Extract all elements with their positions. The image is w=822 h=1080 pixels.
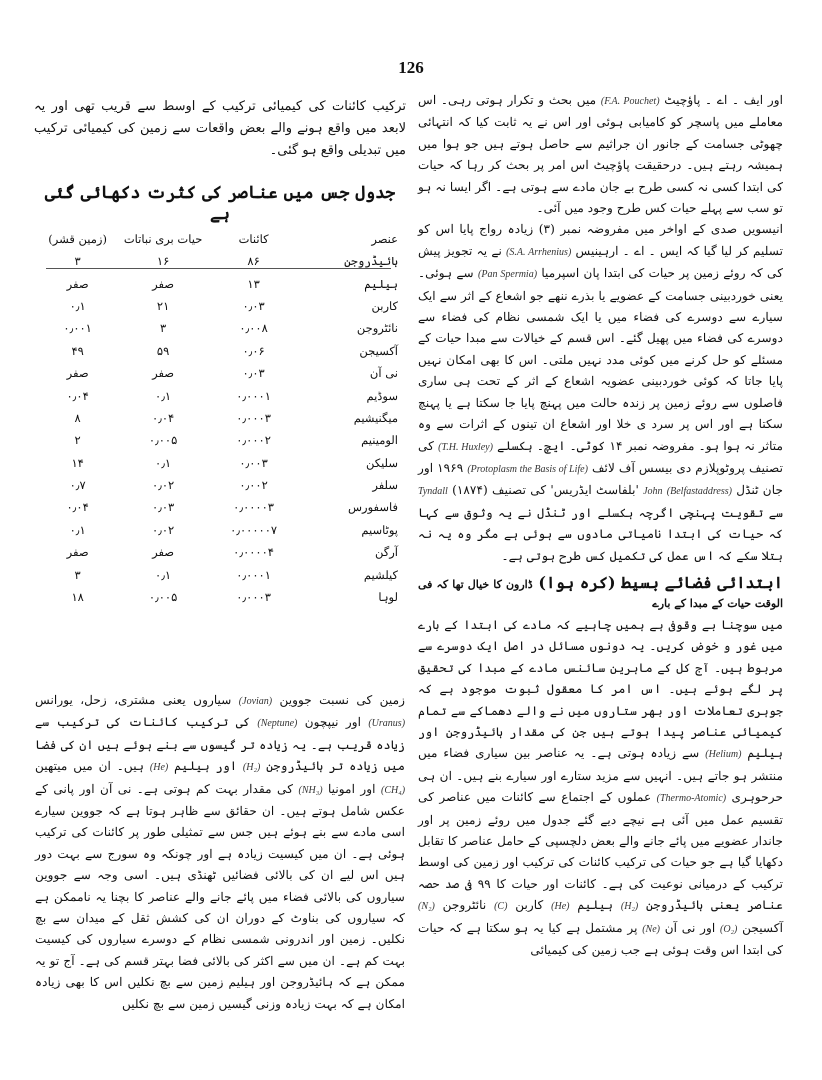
table-row [40,496,400,518]
paragraph: میں سوچنا بے وقوفی ہے ہمیں چاہیے کہ مادے کی ابتدا کے بارے میں غور و خوض کریں۔ یہ دونوں مسائل در اصل ایک دوسرے سے مربوط ہیں۔ آج کل کے ماہرین سائنس مادے کے مبدا کی تحقیق پر لگے ہوئے ہیں۔ اس امر کا معقول ثبوت موجود ہے کہ جوہری تعاملات اور بھر ستاروں میں نے والے دھماکے سے تمام کیمیائی عناصر پیدا ہوتے ہیں جن کی مقدار ہائیڈروجن اور ہیلیم (Helium) سے زیادہ ہوتی ہے۔ یہ عناصر بین سیاری فضاء میں منتشر ہو جاتے ہیں۔ انہیں سے مزید ستارے اور سیارے بنے ہیں۔ ان ہی حرحوہری (Thermo-Atomic) عملوں کے اجتماع سے کائنات میں عناصر کی تقسیم عمل میں آئی ہے نیچے دیے گئے جدول میں روئے زمین پر اور جاندار عضویے میں پائے جانے والے بعض دلچسپی کے حامل عناصر کا تقابل دکھایا گیا ہے جو حیات کی ترکیب کائنات کی ترکیب اور زمین کی اوسط ترکیب کے درمیانی نوعیت کی ہے۔ کائنات اور حیات کا ۹۹ فی صد حصہ عناصر یعنی ہائیڈروجن (H₂) ہیلیم (He) کاربن (C) نائٹروجن (N₂) آکسیجن (O₂) اور نی آن (Ne) پر مشتمل ہے کیا یہ ہو سکتا ہے کہ حیات کی ابتدا اس وقت ہوئی ہے جب زمین کی کیمیائی [418,617,784,958]
table-row [40,317,400,339]
row-universe: ۰٫۰۰۰۰۰۷ [230,522,278,537]
row-universe: ۸۶ [247,254,260,269]
row-universe: ۰٫۰۰۰۳ [236,590,271,605]
row-earth: ۳ [74,567,81,582]
row-element: لوہا [378,590,398,605]
row-life: صفر [152,366,175,381]
row-element: سلفر [372,478,398,493]
row-earth: ۰٫۰۰۱ [63,321,92,336]
table-row [40,563,400,585]
row-life: ۰٫۰۳ [151,500,175,515]
table-row [40,272,400,294]
row-element: ہائیڈروجن [344,254,398,269]
page-number: 126 [398,58,424,77]
table-row [40,250,400,272]
section-heading: ابتدائی فضائے بسیط (کرہ ہوا) ڈارون کا خیال تھا کہ فی الوقت حیات کے مبدا کے بارے [418,572,784,610]
row-life: ۰٫۰۲ [151,478,175,493]
table-row [40,586,400,608]
row-universe: ۰٫۰۰۰۰۴ [233,545,274,560]
row-element: آرگن [375,545,398,560]
table-row [40,407,400,429]
row-universe: ۰٫۰۳ [242,366,265,381]
row-universe: ۰٫۰۰۲ [239,478,268,493]
row-universe: ۰٫۰۰۳ [239,455,268,470]
row-universe: ۰٫۰۶ [242,343,265,358]
header-universe: کائنات [238,232,269,246]
paragraph: زمین کی نسبت جووین (Jovian) سیاروں یعنی مشتری، زحل، یورانس (Uranus) اور نیپچون (Neptune) کی ترکیب کائنات کی ترکیب سے زیادہ قریب ہے۔ یہ زیادہ تر گیسوں سے بنے ہوئے ہیں ان کی فضا میں زیادہ تر ہائیڈروجن (H₂) اور ہیلیم (He) ہیں۔ ان میں میتھین (CH₄) اور امونیا (NH₃) کی مقدار بہت کم ہوتی ہے۔ نی آن اور پانی کے عکس شامل ہوتے ہیں۔ ان حقائق سے ظاہر ہوتا ہے کہ جووین سیارے اسی مادے سے بنے ہوئے ہیں جس سے تمثیلی طور پر کائنات کی ترکیب ہوئی ہے۔ ان میں کیسیت زیادہ ہے اور چونکہ وہ سورج سے بہت دور ہیں اس لیے ان کی بالائی فضائیں ٹھنڈی ہیں۔ اسی وجہ سے جووین سیاروں کی بالائی فضاء میں پائے جانے والے عناصر کا بچنا یہ ناممکن ہے کہ سیاروں کی بناوٹ کے دوران ان کی کشش ثقل کے میدان سے بچ نکلیں۔ زمین اور اندرونی شمسی نظام کے دوسرے سیاروں کی کیسیت بہت کم ہے۔ ان میں سے اکثر کی بالائی فضا بہتر قسم کی ہے۔ آج تو یہ ممکن ہے کہ ہائیڈروجن اور ہیلیم زمین سے بچ نکلیں اس کا بھی زیادہ امکان ہے کہ بہت زیادہ وزنی گیسیں زمین سے بچ نکلیں [35,693,406,1011]
row-element: پوٹاسیم [361,522,398,537]
elements-table [40,228,400,608]
row-universe: ۰٫۰۰۰۰۳ [233,500,274,515]
row-earth: صفر [66,545,89,560]
row-universe: ۰٫۰۰۰۱ [236,388,271,403]
header-life: حیات بری نباتات [123,232,203,246]
right-column [418,90,783,961]
table-header-row [40,228,400,250]
row-universe: ۰٫۰۳ [242,298,265,313]
table-row [40,384,400,406]
row-life: ۰٫۰۴ [151,410,175,425]
row-earth: ۰٫۷ [69,478,86,493]
row-earth: ۴۹ [71,343,84,358]
table-row [40,362,400,384]
row-element: نائٹروجن [356,321,398,336]
row-earth: ۰٫۰۴ [66,500,89,515]
row-life: ۳ [159,321,167,336]
table-row [40,541,400,563]
row-life: ۲۱ [156,298,170,313]
row-universe: ۰٫۰۰۰۳ [236,410,271,425]
row-element: ہیلیم [364,276,398,291]
row-universe: ۰٫۰۰۰۲ [236,433,271,448]
row-element: سوڈیم [366,388,398,403]
row-earth: ۱۸ [71,590,84,605]
row-earth: ۰٫۱ [69,522,86,537]
row-life: ۰٫۱ [155,388,172,403]
row-earth: ۰٫۱ [69,298,86,313]
row-life: صفر [152,276,175,291]
row-life: ۰٫۰۰۵ [148,433,178,448]
row-element: کاربن [371,298,398,313]
row-life: ۰٫۱ [155,567,172,582]
table-row [40,429,400,451]
row-life: ۵۹ [156,343,170,358]
header-earth: (زمین قشر) [48,232,107,246]
row-element: نی آن [369,366,398,381]
row-earth: صفر [66,276,89,291]
row-element: فاسفورس [348,500,398,515]
row-earth: صفر [66,366,89,381]
row-element: سلیکن [365,455,398,470]
paragraph: اور ایف ۔ اے ۔ پاؤچیٹ (F.A. Pouchet) میں بحث و تکرار ہوتی رہی۔ اس معاملے میں پاسچر کو کامیابی ہوئی اور اس نے یہ ثابت کیا کہ انتہائی چھوٹی جسامت کے جانور ان جراثیم سے حاصل ہوتے ہیں جو ہوا میں ہمیشہ رہتے ہیں۔ درحقیقت پاؤچیٹ اس امر پر بحث کر رہا کہ حیات کی ابتدا کسی نہ کسی طرح بے جان مادے سے ہوتی ہے۔ اگر ایسا نہ ہو تو سب سے پہلے حیات کس طرح وجود میں آئی۔ [418,93,783,216]
header-element: عنصر [371,232,398,246]
row-life: ۰٫۱ [155,455,172,470]
left-top-paragraph: ترکیب کائنات کی کیمیائی ترکیب کے اوسط سے قریب تھی اور یہ لابعد میں واقع ہونے والے بعض واقعات سے زمین کی کیمیائی ترکیب میں تبدیلی واقع ہو گئی۔ [34,99,406,158]
row-universe: ۰٫۰۰۰۱ [236,567,271,582]
left-lower-column [35,690,405,1015]
row-life: ۰٫۰۰۵ [148,590,178,605]
table-title: جدول جس میں عناصر کی کثرت دکھائی گئی ہے [44,183,396,224]
table-row [40,452,400,474]
row-universe: ۱۳ [247,276,260,291]
row-earth: ۲ [74,433,81,448]
row-element: کیلشیم [363,567,398,582]
paragraph: انیسویں صدی کے اواخر میں مفروضہ نمبر (۳) زیادہ رواج پایا اس کو تسلیم کر لیا گیا کہ ایس ۔ اے ۔ ارہینیس (S.A. Arrhenius) نے یہ تجویز پیش کی کہ روئے زمین پر حیات کی ابتدا پان اسپرمیا (Pan Spermia) سے ہوئی۔ یعنی خوردبینی جسامت کے عضویے یا بذرے ننھے جو اشعاع کے اثر سے ایک سیارے سے دوسرے کی فضاء میں یا ایک شمسی نظام کی فضاء سے دوسرے کی فضاء میں پھیل گئے۔ اس قسم کے خیالات سے مبدا حیات کے مسئلے کو حل کرنے میں کوئی مدد نہیں ملتی۔ اس کا بھی امکان نہیں پایا جاتا کہ کوئی خوردبینی عضویہ اشعاع کے اثر کے تحت ہی ساری فاصلوں سے روئے زمین پر زندہ حالت میں پہنچ پایا جا سکتا ہے یا پہنچ سکتا ہے اور اس پر سرد ی خلا اور اشعاع ان تینوں کے اثرات سے وہ متاثر نہ ہوا ہو۔ مفروضہ نمبر ۱۴ کوٹی۔ ایچ۔ ہکسلے (T.H. Huxley) کی تصنیف پروٹوپلازم دی بیسس آف لائف (Protoplasm the Basis of Life) ۱۹۶۹ اور جان ٹنڈل John (Belfastaddress) 'بلفاسٹ ایڈریس' کی تصنیف Tyndall (۱۸۷۴) سے تقویت پہنچی اگرچہ ہکسلے اور ٹنڈل نے یہ وثوق سے کہا کہ حیات کی ابتدا نامیاتی مادوں سے ہوئی ہے مگر وہ یہ نہ بتلا سکے کہ اس عمل کی تکمیل کس طرح ہوتی ہے۔ [418,222,784,563]
row-earth: ۰٫۰۴ [66,388,89,403]
table-row [40,295,400,317]
row-earth: ۸ [74,410,81,425]
row-element: آکسیجن [359,343,398,358]
row-life: صفر [152,545,175,560]
table-row [40,519,400,541]
row-life: ۱۶ [156,254,170,269]
row-element: میگنیشیم [353,410,398,425]
table-row [40,474,400,496]
row-universe: ۰٫۰۰۸ [239,321,268,336]
table-row [40,340,400,362]
row-earth: ۳ [74,254,81,269]
row-earth: ۱۴ [71,455,84,470]
row-life: ۰٫۰۲ [151,522,175,537]
row-element: الومینیم [361,433,398,448]
